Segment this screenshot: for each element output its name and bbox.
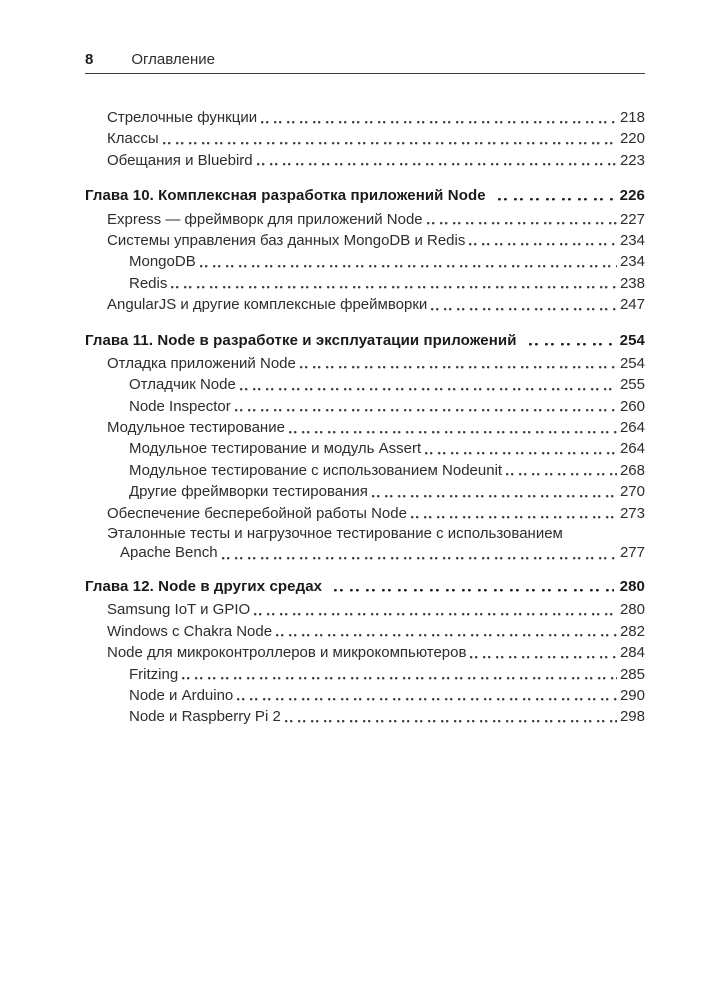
toc-entry-page: 264: [619, 440, 645, 458]
toc-entry-label: Обещания и Bluebird: [107, 151, 253, 169]
toc-chapter-heading: [85, 330, 645, 351]
dot-leader: [254, 599, 617, 620]
toc-entry: [85, 374, 645, 395]
toc-entry: [85, 353, 645, 374]
toc-entry: [85, 107, 645, 128]
toc-entry: [85, 543, 645, 562]
dot-leader: [372, 481, 617, 502]
dot-leader: [506, 460, 617, 481]
toc-entry-page: 227: [619, 210, 645, 228]
toc-entry-label: Fritzing: [129, 665, 179, 683]
toc-entry: [85, 664, 645, 685]
toc-entry: [85, 599, 645, 620]
toc-entry: [85, 481, 645, 502]
toc-entry-label: AngularJS и другие комплексные фреймворки: [107, 296, 428, 314]
toc-entry-label: Отладка приложений Node: [107, 354, 296, 372]
toc-entry-label: Глава 12. Node в других средах: [85, 578, 323, 596]
toc-entry-page: 273: [619, 504, 645, 522]
toc-entry-label: Node для микроконтроллеров и микрокомпьютеров: [107, 644, 467, 662]
dot-leader: [182, 664, 617, 685]
toc-entry-page: 238: [619, 274, 645, 292]
toc-entry: [85, 460, 645, 481]
toc-entry-page: 247: [619, 296, 645, 314]
toc-chapter-heading: [85, 185, 645, 206]
toc-section: [85, 107, 645, 171]
toc-entry: [85, 503, 645, 524]
toc-entry-page: 223: [619, 151, 645, 169]
toc: [85, 107, 645, 728]
dot-leader: [240, 374, 617, 395]
toc-entry: [85, 273, 645, 294]
toc-entry-label: Отладчик Node: [129, 376, 236, 394]
toc-section: [85, 185, 645, 315]
toc-entry-page: 234: [619, 231, 645, 249]
toc-entry-label: Redis: [129, 274, 168, 292]
toc-entry-page: 234: [619, 253, 645, 271]
toc-entry-label: Другие фреймворки тестирования: [129, 483, 368, 501]
toc-section: [85, 576, 645, 728]
dot-leader: [529, 330, 614, 351]
dot-leader: [235, 396, 617, 417]
toc-entry-label: MongoDB: [129, 253, 196, 271]
toc-entry: [85, 150, 645, 171]
toc-entry-label: Node Inspector: [129, 397, 231, 415]
toc-entry-page: 280: [619, 578, 645, 596]
toc-entry: [85, 642, 645, 663]
dot-leader: [498, 185, 614, 206]
toc-entry-page: 282: [619, 622, 645, 640]
toc-entry: [85, 621, 645, 642]
dot-leader: [427, 209, 617, 230]
toc-entry-label: Express — фреймворк для приложений Node: [107, 210, 423, 228]
toc-entry-label: Модульное тестирование: [107, 419, 285, 437]
dot-leader: [300, 353, 617, 374]
toc-entry-label: Стрелочные функции: [107, 109, 258, 126]
toc-entry-page: 280: [619, 601, 645, 619]
toc-entry-label: Модульное тестирование с использованием Nodeunit: [129, 461, 503, 479]
dot-leader: [411, 503, 617, 524]
dot-leader: [334, 576, 614, 597]
page-content: [85, 0, 645, 728]
toc-entry-page: 220: [619, 130, 645, 148]
toc-entry: [85, 396, 645, 417]
dot-leader: [200, 251, 617, 272]
toc-entry-page: 284: [619, 644, 645, 662]
dot-leader: [222, 543, 617, 562]
toc-entry: [85, 128, 645, 149]
toc-entry-label: Node и Raspberry Pi 2: [129, 708, 281, 726]
toc-entry-label: Samsung IoT и GPIO: [107, 601, 251, 619]
dot-leader: [285, 706, 617, 727]
dot-leader: [469, 230, 617, 251]
dot-leader: [257, 150, 617, 171]
toc-entry-page: 290: [619, 686, 645, 704]
toc-entry-label: Node и Arduino: [129, 686, 234, 704]
toc-entry-page: 254: [619, 354, 645, 372]
toc-entry-page: 264: [619, 419, 645, 437]
toc-entry-page: 298: [619, 708, 645, 726]
dot-leader: [171, 273, 617, 294]
toc-entry-page: 268: [619, 461, 645, 479]
toc-entry-page: 277: [619, 544, 645, 562]
toc-entry: [85, 209, 645, 230]
dot-leader: [276, 621, 617, 642]
toc-entry: [85, 294, 645, 315]
toc-chapter-heading: [85, 576, 645, 597]
toc-entry-label: Глава 11. Node в разработке и эксплуатации приложений: [85, 331, 517, 349]
toc-entry: [85, 251, 645, 272]
toc-entry-page: 255: [619, 376, 645, 394]
toc-entry-label: Обеспечение бесперебойной работы Node: [107, 504, 407, 522]
toc-entry: [85, 230, 645, 251]
dot-leader: [431, 294, 617, 315]
running-header: [85, 0, 645, 74]
toc-section: [85, 330, 645, 563]
toc-entry-label: Глава 10. Комплексная разработка приложений Node: [85, 187, 486, 205]
dot-leader: [470, 642, 617, 663]
toc-entry-page: 260: [619, 397, 645, 415]
dot-leader: [289, 417, 617, 438]
toc-entry: [85, 685, 645, 706]
toc-entry-page: 285: [619, 665, 645, 683]
toc-entry-label: Классы: [107, 130, 159, 148]
dot-leader: [261, 107, 617, 128]
page-number: 8: [85, 51, 94, 68]
toc-entry: [85, 706, 645, 727]
toc-entry-page: 254: [619, 331, 645, 349]
running-title: Оглавление: [131, 51, 215, 68]
dot-leader: [163, 128, 617, 149]
toc-entry: [85, 417, 645, 438]
toc-entry-label: Apache Bench: [120, 544, 218, 562]
toc-entry: [85, 438, 645, 459]
toc-entry-label: Системы управления баз данных MongoDB и Redis: [107, 231, 466, 249]
toc-entry-label: Windows с Chakra Node: [107, 622, 273, 640]
toc-entry-label: Эталонные тесты и нагрузочное тестирование с использованием: [107, 525, 563, 543]
toc-entry: [85, 524, 645, 543]
toc-entry-page: 218: [619, 109, 645, 126]
toc-entry-label: Модульное тестирование и модуль Assert: [129, 440, 422, 458]
toc-entry-page: 226: [619, 187, 645, 205]
dot-leader: [237, 685, 617, 706]
dot-leader: [425, 438, 617, 459]
toc-entry-page: 270: [619, 483, 645, 501]
